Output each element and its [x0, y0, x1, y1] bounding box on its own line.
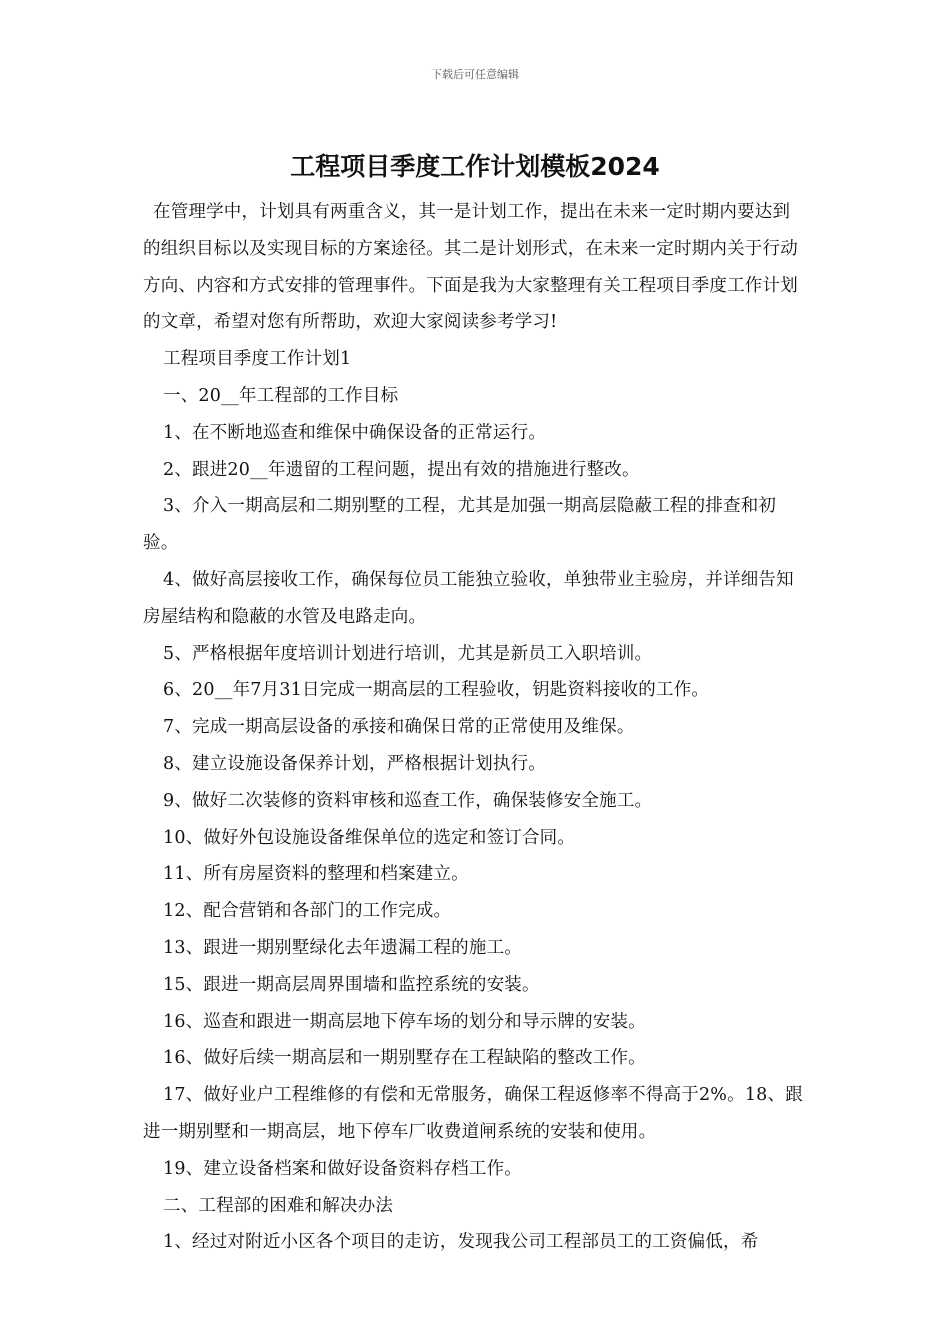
list-item: 6、20__年7月31日完成一期高层的工程验收，钥匙资料接收的工作。	[163, 680, 710, 701]
heading-goals: 一、20__年工程部的工作目标	[163, 385, 399, 406]
list-item: 3、介入一期高层和二期别墅的工程，尤其是加强一期高层隐蔽工程的排查和初验。	[143, 496, 777, 554]
list-item: 1、在不断地巡查和维保中确保设备的正常运行。	[163, 422, 547, 443]
header-note: 下载后可任意编辑	[431, 68, 519, 81]
list-item: 10、做好外包设施设备维保单位的选定和签订合同。	[163, 827, 576, 848]
heading-difficulties: 二、工程部的困难和解决办法	[163, 1195, 394, 1216]
list-item: 2、跟进20__年遗留的工程问题，提出有效的措施进行整改。	[163, 459, 640, 480]
section-title: 工程项目季度工作计划1	[163, 349, 352, 370]
list-item: 19、建立设备档案和做好设备资料存档工作。	[163, 1158, 522, 1179]
list-item: 16、巡查和跟进一期高层地下停车场的划分和导示牌的安装。	[163, 1011, 646, 1032]
list-item: 8、建立设施设备保养计划，严格根据计划执行。	[163, 753, 547, 774]
list-item: 9、做好二次装修的资料审核和巡查工作，确保装修安全施工。	[163, 790, 653, 811]
list-item: 13、跟进一期别墅绿化去年遗漏工程的施工。	[163, 937, 522, 958]
list-item: 15、跟进一期高层周界围墙和监控系统的安装。	[163, 974, 540, 995]
list-item: 4、做好高层接收工作，确保每位员工能独立验收，单独带业主验房，并详细告知房屋结构和隐蔽的水管及电路走向。	[143, 569, 794, 627]
list-item: 7、完成一期高层设备的承接和确保日常的正常使用及维保。	[163, 717, 635, 738]
intro-paragraph: 在管理学中，计划具有两重含义，其一是计划工作，提出在未来一定时期内要达到的组织目标以及实现目标的方案途径。其二是计划形式，在未来一定时期内关于行动方向、内容和方式安排的管理事件。下面是我为大家整理有关工程项目季度工作计划的文章，希望对您有所帮助，欢迎大家阅读参考学习!	[143, 202, 798, 333]
list-item: 5、严格根据年度培训计划进行培训，尤其是新员工入职培训。	[163, 643, 653, 664]
list-item: 17、做好业户工程维修的有偿和无常服务，确保工程返修率不得高于2%。18、跟进一期别墅和一期高层，地下停车厂收费道闸系统的安装和使用。	[143, 1085, 803, 1142]
document-title: 工程项目季度工作计划模板2024	[290, 152, 660, 181]
paragraph-truncated: 1、经过对附近小区各个项目的走访，发现我公司工程部员工的工资偏低，希	[163, 1232, 759, 1253]
list-item: 12、配合营销和各部门的工作完成。	[163, 901, 452, 922]
document-body	[143, 194, 807, 1261]
list-item: 11、所有房屋资料的整理和档案建立。	[163, 864, 469, 885]
list-item: 16、做好后续一期高层和一期别墅存在工程缺陷的整改工作。	[163, 1048, 646, 1069]
